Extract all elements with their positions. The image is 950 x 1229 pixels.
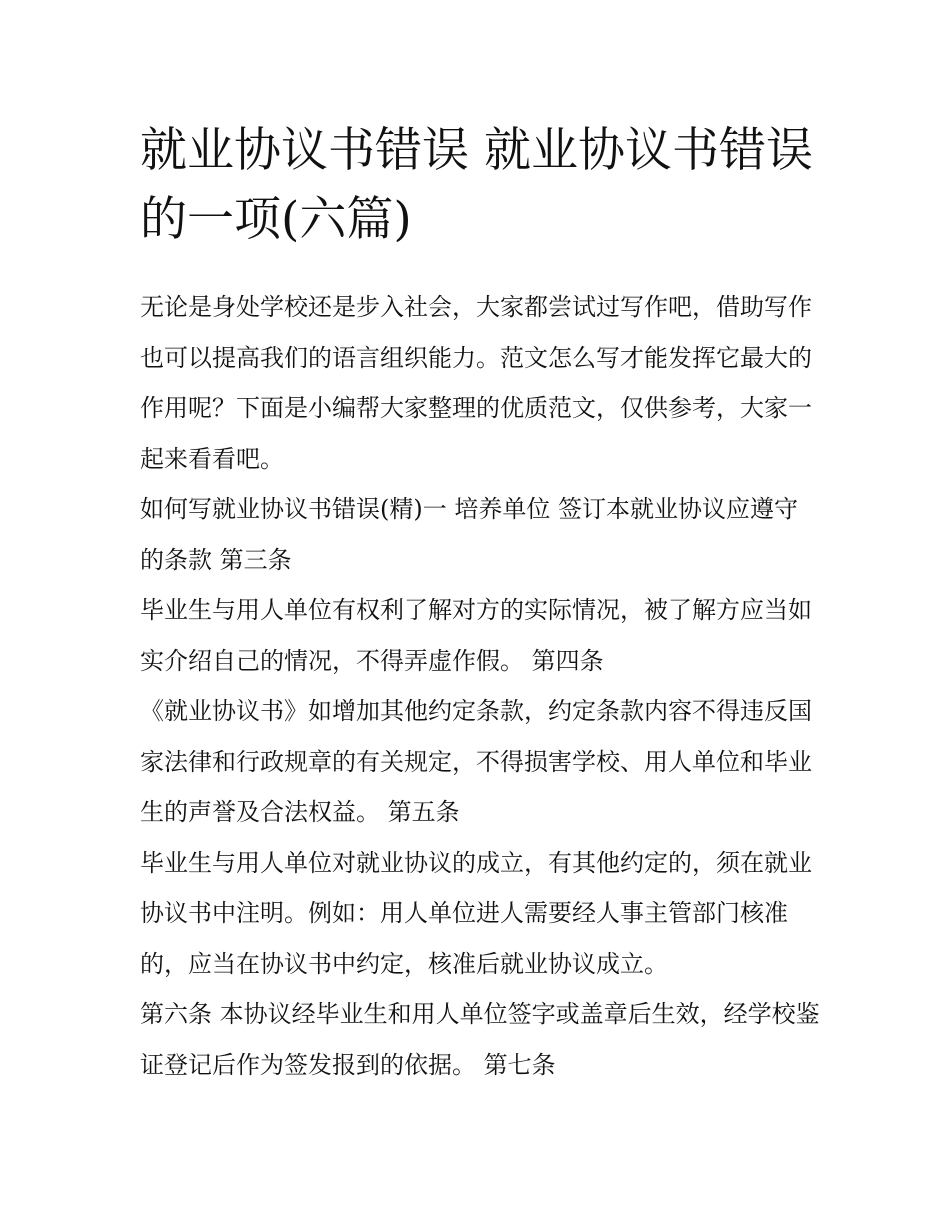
document-body <box>140 282 820 1090</box>
paragraph-article-3: 毕业生与用人单位有权利了解对方的实际情况，被了解方应当如实介绍自己的情况，不得弄虚作假。 第四条 <box>140 596 812 675</box>
paragraph-intro: 无论是身处学校还是步入社会，大家都尝试过写作吧，借助写作也可以提高我们的语言组织能力。范文怎么写才能发挥它最大的作用呢？下面是小编帮大家整理的优质范文，仅供参考，大家一起来看看吧。 <box>140 293 812 473</box>
paragraph-article-4: 《就业协议书》如增加其他约定条款，约定条款内容不得违反国家法律和行政规章的有关规定，不得损害学校、用人单位和毕业生的声誉及合法权益。 第五条 <box>140 697 812 826</box>
paragraph-article-5: 毕业生与用人单位对就业协议的成立，有其他约定的，须在就业协议书中注明。例如：用人单位进人需要经人事主管部门核准的，应当在协议书中约定，核准后就业协议成立。 <box>140 848 812 978</box>
paragraph-article-6: 第六条 本协议经毕业生和用人单位签字或盖章后生效，经学校鉴证登记后作为签发报到的依据。 第七条 <box>140 1000 820 1079</box>
document-title: 就业协议书错误 就业协议书错误的一项(六篇) <box>140 123 813 247</box>
paragraph-article-3-heading: 如何写就业协议书错误(精)一 培养单位 签订本就业协议应遵守的条款 第三条 <box>140 495 798 574</box>
